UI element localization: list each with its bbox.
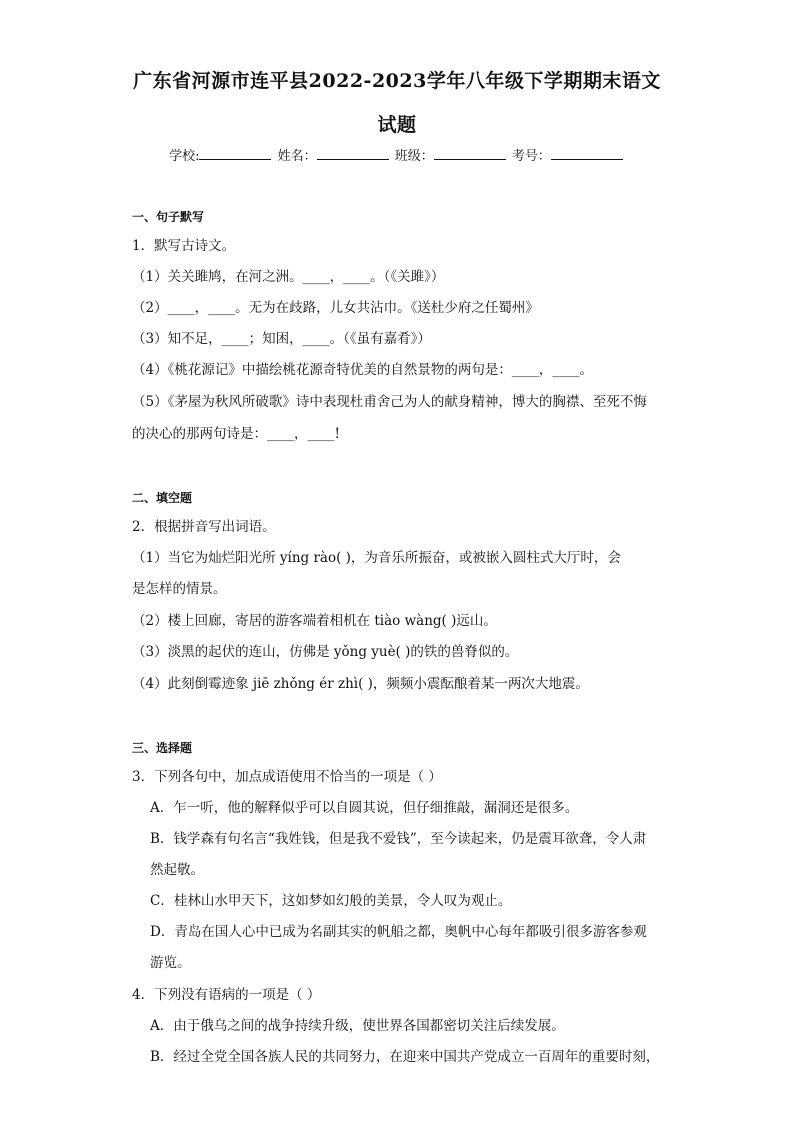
exam-number-label: 考号： xyxy=(511,149,551,164)
section-heading-3: 三、选择题 xyxy=(132,741,193,755)
section-heading-1: 一、句子默写 xyxy=(132,210,205,224)
question-3-option-a: A．乍一听，他的解释似乎可以自圆其说，但仔细推敲，漏洞还是很多。 xyxy=(150,800,579,816)
question-3-option-d: D．青岛在国人心中已成为名副其实的帆船之都，奥帆中心每年都吸引很多游客参观 xyxy=(150,924,647,940)
question-4-option-a: A．由于俄乌之间的战争持续升级，使世界各国都密切关注后续发展。 xyxy=(150,1018,565,1034)
question-3-option-b-cont: 然起敬。 xyxy=(150,862,204,878)
name-blank xyxy=(317,147,389,160)
question-1-item-3: （3）知不足，____；知困，____。（《虽有嘉肴》） xyxy=(132,331,431,347)
question-4-option-b: B．经过全党全国各族人民的共同努力，在迎来中国共产党成立一百周年的重要时刻， xyxy=(150,1049,660,1065)
question-1-item-1: （1）关关雎鸠，在河之洲。____，____。（《关雎》） xyxy=(132,269,445,285)
exam-title-line2: 试题 xyxy=(377,114,417,136)
question-3-option-c: C．桂林山水甲天下，这如梦如幻般的美景，令人叹为观止。 xyxy=(150,893,512,909)
question-2-item-4: （4）此刻倒霉迹象 jiē zhǒng ér zhì( )，频频小震酝酿着某一两次大地震。 xyxy=(132,676,589,692)
question-2-item-1: （1）当它为灿烂阳光所 yíng rào( )，为音乐所振奋，或被嵌入圆柱式大厅时，会 xyxy=(132,550,621,566)
question-1-item-5: （5）《茅屋为秋风所破歌》诗中表现杜甫舍己为人的献身精神，博大的胸襟、至死不悔 xyxy=(132,394,647,410)
question-2-item-3: （3）淡黑的起伏的连山，仿佛是 yǒng yuè( )的铁的兽脊似的。 xyxy=(132,644,519,660)
question-3-stem: 3．下列各句中，加点成语使用不恰当的一项是（ ） xyxy=(132,769,442,785)
exam-title-line1: 广东省河源市连平县2022-2023学年八年级下学期期末语文 xyxy=(133,70,661,92)
question-1-item-4: （4）《桃花源记》中描绘桃花源奇特优美的自然景物的两句是：____，____。 xyxy=(132,362,593,378)
school-blank xyxy=(199,147,271,160)
class-label: 班级： xyxy=(394,149,434,164)
question-3-option-d-cont: 游览。 xyxy=(150,955,191,971)
question-1-item-2: （2）____，____。无为在歧路，儿女共沾巾。《送杜少府之任蜀州》 xyxy=(132,300,539,316)
question-2-item-1-cont: 是怎样的情景。 xyxy=(132,581,227,597)
question-3-option-b: B．钱学森有句名言“我姓钱，但是我不爱钱”，至今读起来，仍是震耳欲聋，令人肃 xyxy=(150,831,647,847)
name-label: 姓名： xyxy=(277,149,317,164)
question-2-stem: 2．根据拼音写出词语。 xyxy=(132,519,276,535)
question-1-item-5-cont: 的决心的那两句诗是：____，____! xyxy=(132,426,340,442)
question-1-stem: 1．默写古诗文。 xyxy=(132,238,236,254)
class-blank xyxy=(434,147,506,160)
student-info-row xyxy=(0,145,794,164)
question-2-item-2: （2）楼上回廊，寄居的游客端着相机在 tiào wàng( )远山。 xyxy=(132,613,497,629)
section-heading-2: 二、填空题 xyxy=(132,491,193,505)
exam-number-blank xyxy=(551,147,623,160)
question-4-stem: 4．下列没有语病的一项是（ ） xyxy=(132,987,321,1003)
school-label: 学校: xyxy=(169,149,200,164)
